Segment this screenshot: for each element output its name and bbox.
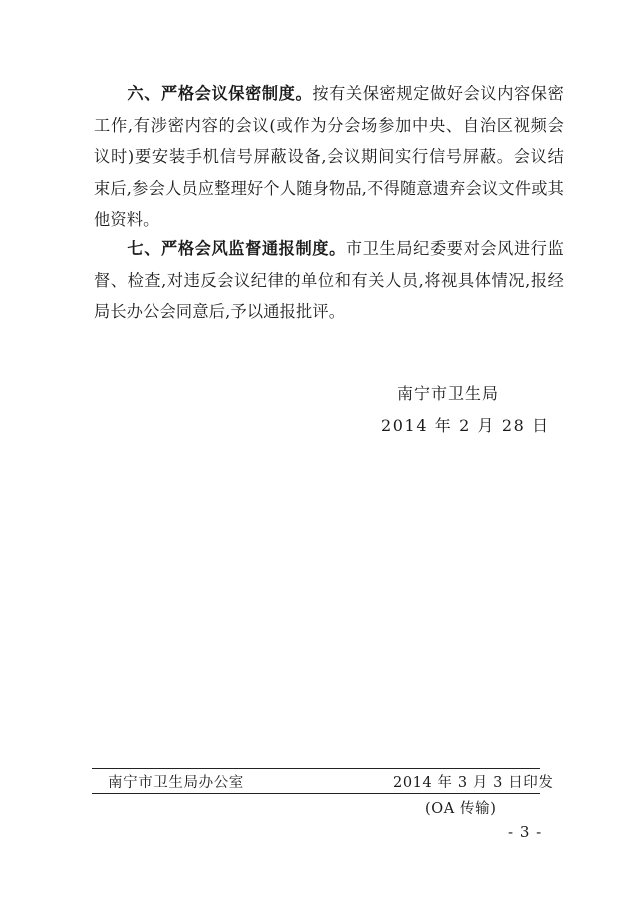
section-six-body: 按有关保密规定做好会议内容保密工作,有涉密内容的会议(或作为分会场参加中央、自治区视频会议时)要安装手机信号屏蔽设备,会议期间实行信号屏蔽。会议结束后,参会人员应整理好个人随身物品,不得随意遗弃会议文件或其他资料。	[94, 84, 565, 229]
footer-top-rule	[92, 768, 540, 769]
section-seven-body: 市卫生局纪委要对会风进行监督、检查,对违反会议纪律的单位和有关人员,将视具体情况,报经局长办公会同意后,予以通报批评。	[94, 239, 564, 321]
section-six-heading: 六、严格会议保密制度。	[127, 84, 313, 103]
section-seven-heading: 七、严格会风监督通报制度。	[127, 239, 346, 258]
signature-date: 2014 年 2 月 28 日	[381, 416, 550, 435]
footer-issuing-office: 南宁市卫生局办公室	[108, 775, 244, 791]
footer-print-date: 2014 年 3 月 3 日印发	[393, 775, 554, 791]
signature-organization: 南宁市卫生局	[397, 384, 500, 403]
section-six-paragraph	[94, 78, 564, 236]
footer-transmission-note: (OA 传输)	[425, 801, 497, 817]
footer-bottom-rule	[92, 793, 540, 794]
page-number: - 3 -	[508, 823, 543, 841]
section-seven-paragraph	[94, 233, 564, 328]
